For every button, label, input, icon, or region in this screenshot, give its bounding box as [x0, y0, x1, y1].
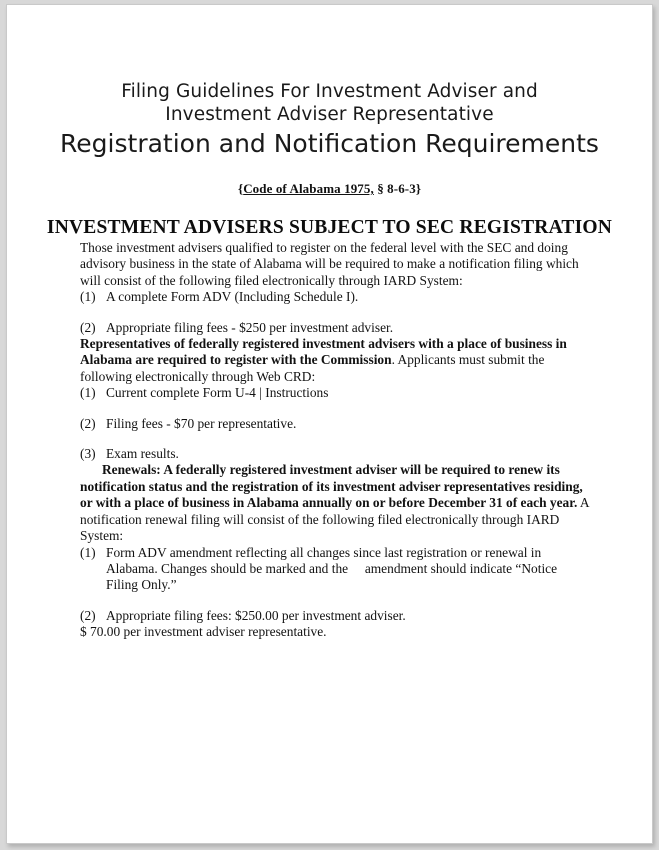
list-renewals [80, 545, 589, 625]
list-item-text: Exam results. [106, 446, 179, 462]
list-marker: (1) [80, 289, 96, 305]
list-item-text-part-2: amendment should indicate “Notice Filing Only.” [106, 560, 558, 593]
paragraph-representatives-bold: Representatives of federally registered investment advisers with a place of business in Alabama are required to register with the Commission [80, 336, 567, 368]
list-item [80, 320, 589, 336]
citation-open-brace: { [237, 181, 244, 196]
section-heading: INVESTMENT ADVISERS SUBJECT TO SEC REGISTRATION [46, 217, 613, 238]
list-item [80, 446, 589, 462]
list-marker: (3) [80, 446, 96, 462]
title-line-2: Investment Adviser Representative [165, 104, 494, 125]
list-sec-registration [80, 289, 589, 336]
page-content [7, 5, 652, 641]
list-item [80, 416, 589, 432]
list-marker: (1) [80, 544, 96, 560]
renewals-bold-text: A federally registered investment adviser will be required to renew its notification status and the registration of its investment adviser representatives residing, or with a place of business in Alabama annually on or before December 31 of each year. [80, 462, 583, 511]
list-item-text: Current complete Form U-4 | Instructions [106, 385, 329, 401]
citation-section-ref: § 8-6-3} [373, 181, 422, 196]
list-marker: (1) [80, 385, 96, 401]
paragraph-renewals [80, 462, 589, 544]
list-item-text-part-1: Appropriate filing fees: $250.00 per investment adviser. [106, 607, 406, 623]
code-citation [7, 160, 652, 197]
title-line-1: Filing Guidelines For Investment Adviser and [121, 81, 538, 102]
list-item-text-gap [348, 561, 365, 576]
paragraph-representatives-rest: . Applicants must submit the following electronically through Web CRD: [80, 352, 545, 384]
list-item-text-part-1: Form ADV amendment reflecting all changes since last registration or renewal in Alabama. Changes should be marked and the [106, 544, 542, 576]
citation-underlined-text: Code of Alabama 1975, [243, 181, 374, 196]
list-marker: (2) [80, 607, 96, 623]
list-item-text: Appropriate filing fees - $250 per investment adviser. [106, 319, 394, 335]
list-representatives [80, 385, 589, 462]
renewals-rest-text: A notification renewal filing will consist of the following filed electronically through IARD System: [80, 495, 589, 544]
fee-line-secondary: $ 70.00 per investment adviser representative. [80, 624, 327, 640]
title-line-3: Registration and Notification Requirements [60, 129, 599, 158]
list-item-text: A complete Form ADV (Including Schedule I). [106, 289, 359, 305]
document-body [7, 240, 652, 641]
list-item [80, 608, 589, 624]
list-item [80, 545, 589, 594]
paragraph-intro: Those investment advisers qualified to register on the federal level with the SEC and doing advisory business in the state of Alabama will be required to make a notification filing which will consist of the following filed electronically through IARD System: [80, 240, 579, 288]
list-item-text: Filing fees - $70 per representative. [106, 415, 297, 431]
document-title-block [7, 5, 652, 160]
list-marker: (2) [80, 319, 96, 335]
list-item [80, 289, 589, 305]
renewals-label: Renewals: [102, 462, 161, 478]
list-marker: (2) [80, 415, 96, 431]
list-item [80, 385, 589, 401]
document-page [6, 4, 653, 844]
paragraph-representatives [80, 336, 589, 385]
